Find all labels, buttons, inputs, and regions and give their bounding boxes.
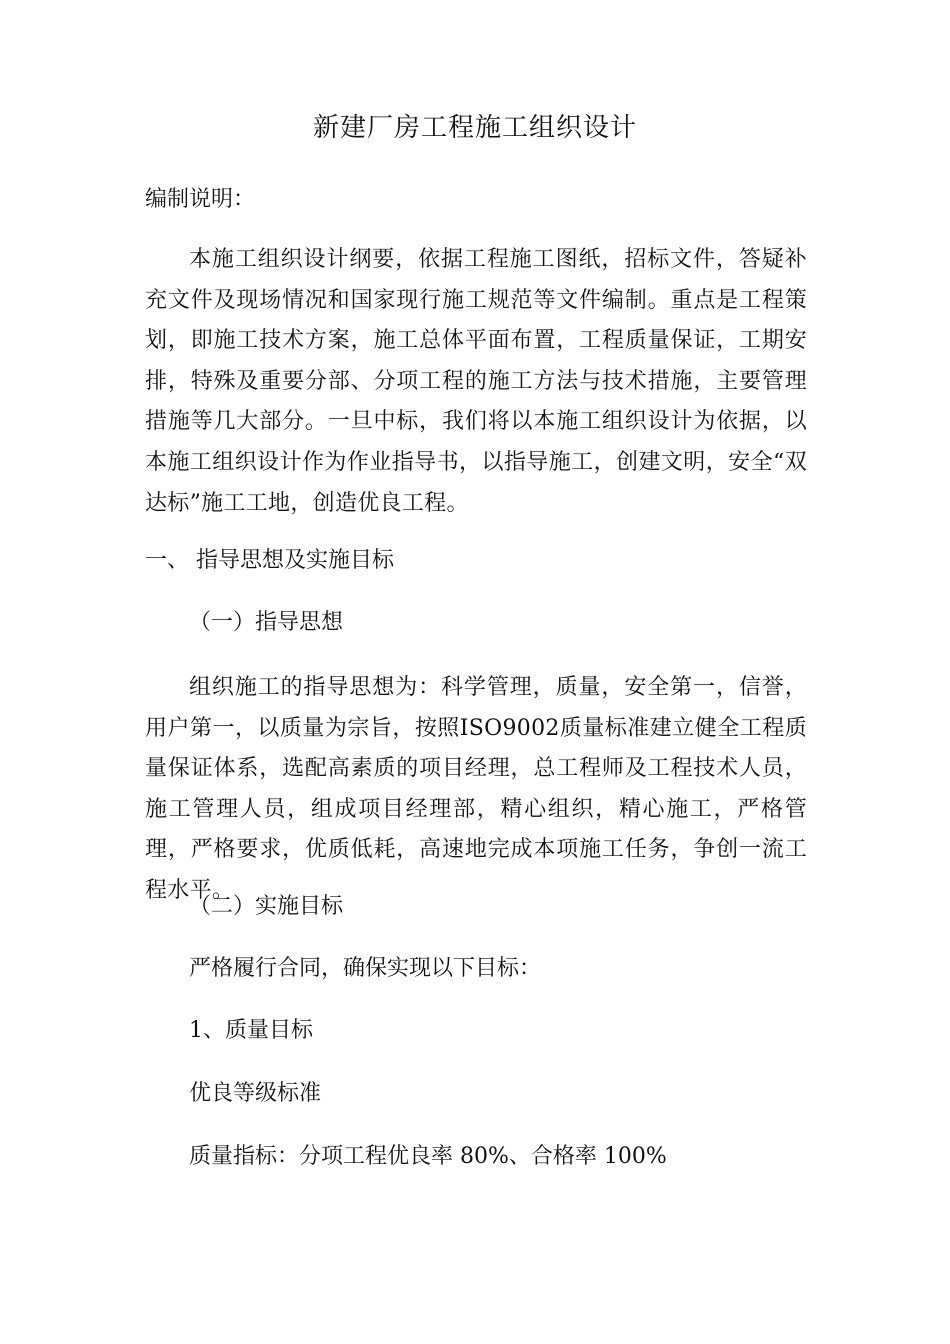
section-1-heading: 一、 指导思想及实施目标	[145, 548, 394, 573]
item-1-line-1: 优良等级标准	[189, 1081, 322, 1106]
subsection-1-heading: （一）指导思想	[189, 610, 344, 635]
preface-paragraph: 本施工组织设计纲要，依据工程施工图纸，招标文件，答疑补充文件及现场情况和国家现行施工规范等文件编制。重点是工程策划，即施工技术方案，施工总体平面布置，工程质量保证，工期安排，特殊及重要分部、分项工程的施工方法与技术措施，主要管理措施等几大部分。一旦中标，我们将以本施工组织设计为依据，以本施工组织设计作为作业指导书，以指导施工，创建文明，安全“双达标”施工工地，创造优良工程。	[145, 247, 807, 516]
document-title: 新建厂房工程施工组织设计	[312, 113, 637, 143]
item-1-line-2: 质量指标：分项工程优良率 80%、合格率 100%	[189, 1144, 667, 1169]
subsection-2-heading: （二）实施目标	[189, 894, 344, 919]
subsection-2-intro: 严格履行合同，确保实现以下目标：	[189, 956, 542, 981]
subsection-1-paragraph: 组织施工的指导思想为：科学管理，质量，安全第一，信誉，用户第一，以质量为宗旨，按照ISO9002质量标准建立健全工程质量保证体系，选配高素质的项目经理，总工程师及工程技术人员，施工管理人员，组成项目经理部，精心组织，精心施工，严格管理，严格要求，优质低耗，高速地完成本项施工任务，争创一流工程水平。	[145, 675, 807, 903]
item-1-heading: 1、质量目标	[189, 1018, 313, 1043]
preface-heading: 编制说明：	[145, 187, 256, 212]
